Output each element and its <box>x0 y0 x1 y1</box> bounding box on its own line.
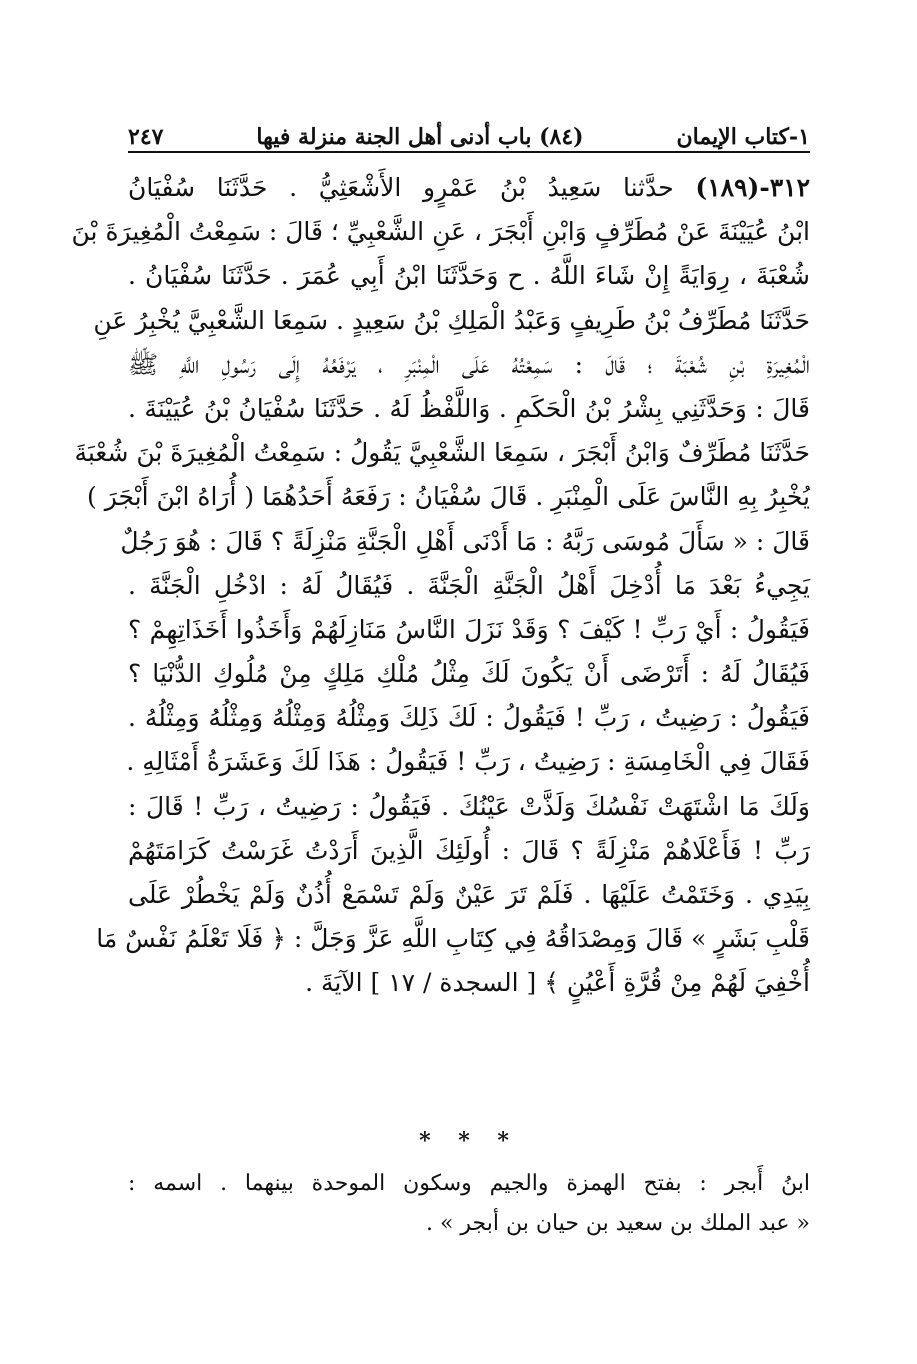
footnote-line: « عبد الملك بن سعيد بن حيان بن أبجر » . <box>425 1211 810 1236</box>
hadith-line: بِيَدِي . وَخَتَمْتُ عَلَيْهَا . فَلَمْ تَرَ عَيْنٌ وَلَمْ تَسْمَعْ أُذُنٌ وَلَمْ يَخْطُرْ عَلَى <box>128 880 810 909</box>
hadith-line: فَيَقُولُ : أَيْ رَبِّ ! كَيْفَ ؟ وَقَدْ نَزَلَ النَّاسُ مَنَازِلَهُمْ وَأَخَذُوا أَخَذَاتِهِمْ ؟ <box>128 614 810 644</box>
hadith-line: وَلَكَ مَا اشْتَهَتْ نَفْسُكَ وَلَذَّتْ عَيْنُكَ . فَيَقُولُ : رَضِيتُ ، رَبِّ ! قَالَ : <box>128 791 810 821</box>
hadith-line: حَدَّثَنَا مُطَرِّفٌ وَابْنُ أَبْجَرَ ، سَمِعَا الشَّعْبِيَّ يَقُولُ : سَمِعْتُ الْمُغِيرَةَ بْنَ شُعْبَةَ <box>74 438 810 468</box>
hadith-line: ابْنُ عُيَيْنَةَ عَنْ مُطَرِّفٍ وَابْنِ أَبْجَرَ ، عَنِ الشَّعْبِيِّ ؛ قَالَ : سَمِعْتُ الْمُغِيرَةَ بْنَ <box>71 217 810 247</box>
hadith-line-last: أُخْفِيَ لَهُمْ مِنْ قُرَّةِ أَعْيُنٍ ﴾ [ السجدة / ١٧ ] الآيَةَ . <box>305 968 810 998</box>
running-header <box>128 108 810 148</box>
hadith-line: شُعْبَةَ ، رِوَايَةً إِنْ شَاءَ اللَّهُ . ح وَحَدَّثَنَا ابْنُ أَبِي عُمَرَ . حَدَّثَنَا سُفْيَانُ . <box>128 261 810 291</box>
footnote-line: ابنُ أَبجر : بفتح الهمزة والجيم وسكون الموحدة بينهما . اسمه : <box>128 1171 810 1196</box>
hadith-line: قَالَ : وَحَدَّثَنِي بِشْرُ بْنُ الْحَكَمِ . وَاللَّفْظُ لَهُ . حَدَّثَنَا سُفْيَانُ بْنُ عُيَيْنَةَ . <box>128 393 810 423</box>
section-separator: * * * <box>419 1128 519 1154</box>
page-number: ٢٤٧ <box>128 124 164 150</box>
hadith-line: فَيَقُولُ : رَضِيتُ ، رَبِّ ! فَيَقُولُ : لَكَ ذَلِكَ وَمِثْلُهُ وَمِثْلُهُ وَمِثْلُهُ وَمِثْلُهُ . <box>128 703 810 733</box>
hadith-line-1 <box>128 166 810 210</box>
hadith-line: يَجِيءُ بَعْدَ مَا أُدْخِلَ أَهْلُ الْجَنَّةِ الْجَنَّةَ . فَيُقَالُ لَهُ : ادْخُلِ الْجَنَّةَ . <box>128 570 810 600</box>
header-rule <box>128 151 810 153</box>
hadith-line: الْمُغِيرَةِ بْنِ شُعْبَةَ ؛ قَالَ : سَمِعْتُهُ عَلَى الْمِنْبَرِ ، يَرْفَعُهُ إِلَى رَسُولِ اللَّهِ ﷺ <box>128 349 810 379</box>
hadith-line: قَلْبِ بَشَرٍ » قَالَ وَمِصْدَاقُهُ فِي كِتَابِ اللَّهِ عَزَّ وَجَلَّ : ﴿ فَلَا تَعْلَمُ نَفْسٌ مَا <box>96 924 810 954</box>
hadith-line-1-text: حدَّثنا سَعِيدُ بْنُ عَمْرٍو الأَشْعَثِيُّ . حَدَّثَنَا سُفْيَانُ <box>128 173 674 202</box>
section-title: (٨٤) باب أدنى أهل الجنة منزلة فيها <box>256 124 584 150</box>
hadith-line: رَبِّ ! فَأَعْلَاهُمْ مَنْزِلَةً ؟ قَالَ : أُولَئِكَ الَّذِينَ أَرَدْتُ غَرَسْتُ كَرَامَتَهُمْ <box>128 835 810 865</box>
footnote <box>128 1164 810 1244</box>
hadith-line: فَيُقَالُ لَهُ : أَتَرْضَى أَنْ يَكُونَ لَكَ مِثْلُ مُلْكِ مَلِكٍ مِنْ مُلُوكِ الدُّنْيَا ؟ <box>128 659 810 689</box>
hadith-line: حَدَّثَنَا مُطَرِّفُ بْنُ طَرِيفٍ وَعَبْدُ الْمَلِكِ بْنُ سَعِيدٍ . سَمِعَا الشَّعْبِيَّ يُخْبِرُ عَنِ <box>93 305 810 335</box>
hadith-text <box>71 166 811 1006</box>
hadith-number: ٣١٢-(١٨٩) <box>695 173 811 202</box>
hadith-line: يُخْبِرُ بِهِ النَّاسَ عَلَى الْمِنْبَرِ . قَالَ سُفْيَانُ : رَفَعَهُ أَحَدُهُمَا ( أُرَاهُ ابْنَ أَبْجَرَ ) <box>87 482 810 512</box>
chapter-title: ١-كتاب الإيمان <box>676 124 810 150</box>
hadith-line: قَالَ : « سَأَلَ مُوسَى رَبَّهُ : مَا أَدْنَى أَهْلِ الْجَنَّةِ مَنْزِلَةً ؟ قَالَ : هُوَ رَجُلٌ <box>120 526 810 556</box>
hadith-line: فَقَالَ فِي الْخَامِسَةِ : رَضِيتُ ، رَبِّ ! فَيَقُولُ : هَذَا لَكَ وَعَشَرَةُ أَمْثَالِهِ . <box>126 747 810 777</box>
